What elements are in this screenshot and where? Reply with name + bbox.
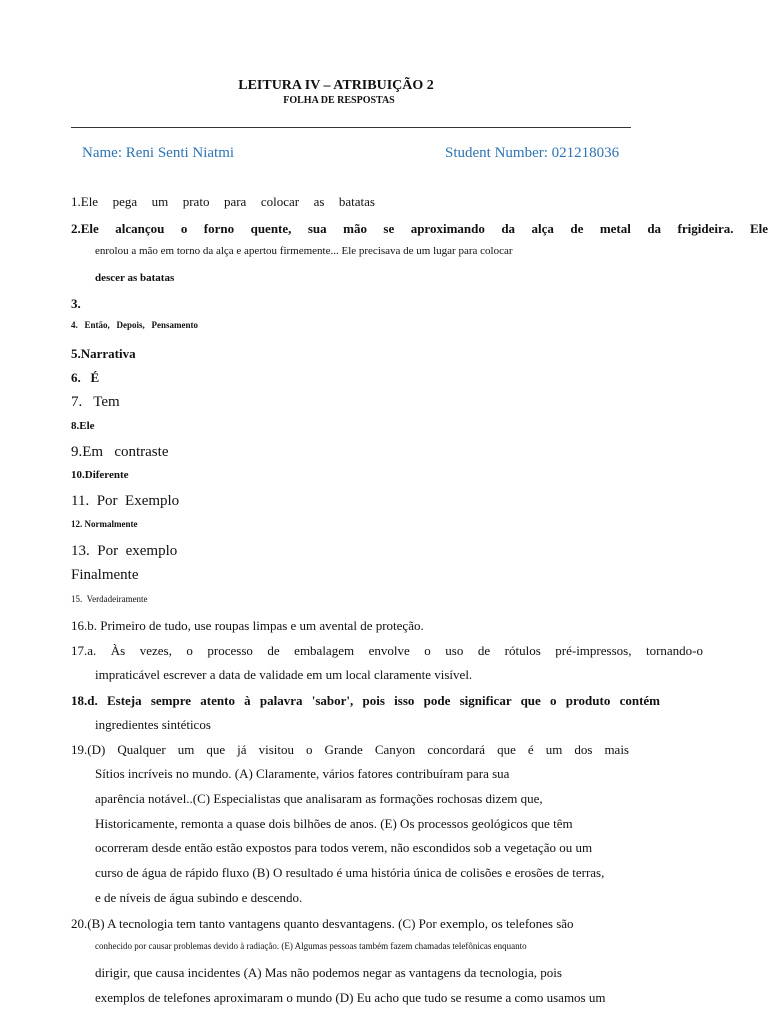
answer-19-line-7: e de níveis de água subindo e descendo. <box>95 890 303 905</box>
answer-9: 9.Em contraste <box>71 444 169 460</box>
answer-16: 16.b. Primeiro de tudo, use roupas limpas e um avental de proteção. <box>71 618 424 633</box>
answer-2-line-2: enrolou a mão em torno da alça e apertou firmemente... Ele precisava de um lugar para colocar <box>95 245 513 257</box>
answer-15: 15. Verdadeiramente <box>71 594 148 604</box>
answer-2-line-1: 2.Ele alcançou o forno quente, sua mão se aproximando da alça de metal da frigideira. Ele <box>71 221 768 236</box>
answer-14: Finalmente <box>71 567 139 583</box>
answer-17-line-1: 17.a. Às vezes, o processo de embalagem envolve o uso de rótulos pré-impressos, tornando-o <box>71 643 703 658</box>
answer-20-line-2: conhecido por causar problemas devido à radiação. (E) Algumas pessoas também fazem chamadas telefônicas enquanto <box>95 941 527 951</box>
answer-18-line-2: ingredientes sintéticos <box>95 717 211 732</box>
answer-6: 6. É <box>71 370 100 385</box>
answer-20-line-3: dirigir, que causa incidentes (A) Mas não podemos negar as vantagens da tecnologia, pois <box>95 965 562 980</box>
answer-7: 7. Tem <box>71 394 120 410</box>
student-number: Student Number: 021218036 <box>445 145 620 161</box>
answer-18-line-1: 18.d. Esteja sempre atento à palavra 'sabor', pois isso pode significar que o produto contém <box>71 693 660 708</box>
answer-11: 11. Por Exemplo <box>71 493 180 509</box>
answer-13: 13. Por exemplo <box>71 543 178 559</box>
answer-19-line-1: 19.(D) Qualquer um que já visitou o Grande Canyon concordará que é um dos mais <box>71 742 629 757</box>
answer-19-line-4: Historicamente, remonta a quase dois bilhões de anos. (E) Os processos geológicos que têm <box>95 816 573 831</box>
answer-1: 1.Ele pega um prato para colocar as batatas <box>71 194 375 209</box>
answer-19-line-3: aparência notável..(C) Especialistas que analisaram as formações rochosas dizem que, <box>95 791 543 806</box>
answer-19-line-2: Sítios incríveis no mundo. (A) Claramente, vários fatores contribuíram para sua <box>95 766 510 781</box>
answer-3: 3. <box>71 296 81 311</box>
answer-20-line-1: 20.(B) A tecnologia tem tanto vantagens quanto desvantagens. (C) Por exemplo, os telefones são <box>71 916 574 931</box>
header-divider <box>71 127 631 128</box>
answer-10: 10.Diferente <box>71 469 129 481</box>
answer-12: 12. Normalmente <box>71 519 138 529</box>
answer-4: 4. Então, Depois, Pensamento <box>71 320 199 330</box>
answer-20-line-4: exemplos de telefones aproximaram o mundo (D) Eu acho que tudo se resume a como usamos um <box>95 990 606 1005</box>
answer-2-line-3: descer as batatas <box>95 272 175 284</box>
document-title: LEITURA IV – ATRIBUIÇÃO 2 <box>238 78 434 93</box>
answer-5: 5.Narrativa <box>71 346 136 361</box>
answer-8: 8.Ele <box>71 420 95 432</box>
document-subtitle: FOLHA DE RESPOSTAS <box>283 95 395 106</box>
answer-17-line-2: impraticável escrever a data de validade em um local claramente visível. <box>95 667 473 682</box>
answer-19-line-5: ocorreram desde então estão expostos para todos verem, não escondidos sob a vegetação ou um <box>95 840 593 855</box>
student-name: Name: Reni Senti Niatmi <box>82 145 235 161</box>
answer-19-line-6: curso de água de rápido fluxo (B) O resultado é uma história única de colisões e erosões de terras, <box>95 865 605 880</box>
